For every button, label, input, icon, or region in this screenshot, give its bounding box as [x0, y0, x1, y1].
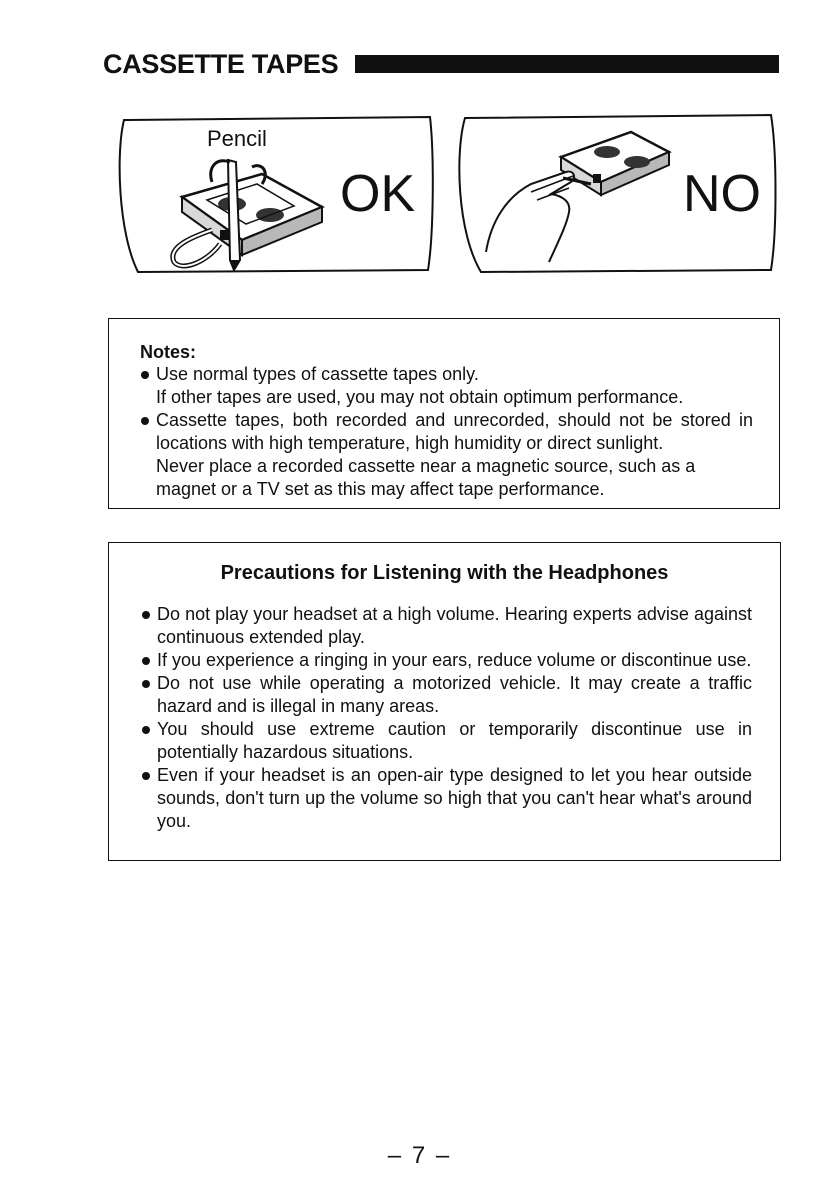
precaution-item: Even if your headset is an open-air type designed to let you hear outside sounds, don't turn up the volume so high that you can't hear what's around you. [140, 764, 752, 833]
precaution-item: If you experience a ringing in your ears, reduce volume or discontinue use. [140, 649, 752, 672]
tape-loop-icon [173, 230, 220, 266]
title-rule-bar [355, 55, 779, 73]
notes-title: Notes: [140, 342, 197, 362]
notes-item: Cassette tapes, both recorded and unrecorded, should not be stored in locations with high temperature, high humidity or direct sunlight. [139, 409, 753, 455]
pencil-label: Pencil [207, 126, 267, 151]
page-number: – 7 – [387, 1142, 452, 1169]
notes-item-continuation: Never place a recorded cassette near a magnetic source, such as a magnet or a TV set as this may affect tape performance. [156, 456, 696, 499]
illustration-no [451, 112, 778, 274]
notes-item-continuation: If other tapes are used, you may not obtain optimum performance. [156, 387, 684, 407]
notes-item: Use normal types of cassette tapes only. [139, 363, 753, 386]
cassette-icon [561, 132, 669, 195]
hand-icon [486, 172, 591, 262]
notes-box [108, 318, 780, 509]
no-verdict: NO [683, 165, 761, 223]
section-title: CASSETTE TAPES [103, 49, 339, 79]
section-header [103, 44, 779, 84]
precaution-item: Do not use while operating a motorized vehicle. It may create a traffic hazard and is illegal in many areas. [140, 672, 752, 718]
precautions-list [140, 603, 752, 833]
illustration-ok [112, 112, 437, 274]
precaution-item: Do not play your headset at a high volume. Hearing experts advise against continuous extended play. [140, 603, 752, 649]
cassette-icon [182, 174, 322, 255]
precaution-item: You should use extreme caution or temporarily discontinue use in potentially hazardous situations. [140, 718, 752, 764]
precautions-box [108, 542, 781, 861]
ok-verdict: OK [340, 165, 416, 223]
notes-list [139, 363, 753, 501]
precautions-title: Precautions for Listening with the Headphones [220, 562, 669, 584]
